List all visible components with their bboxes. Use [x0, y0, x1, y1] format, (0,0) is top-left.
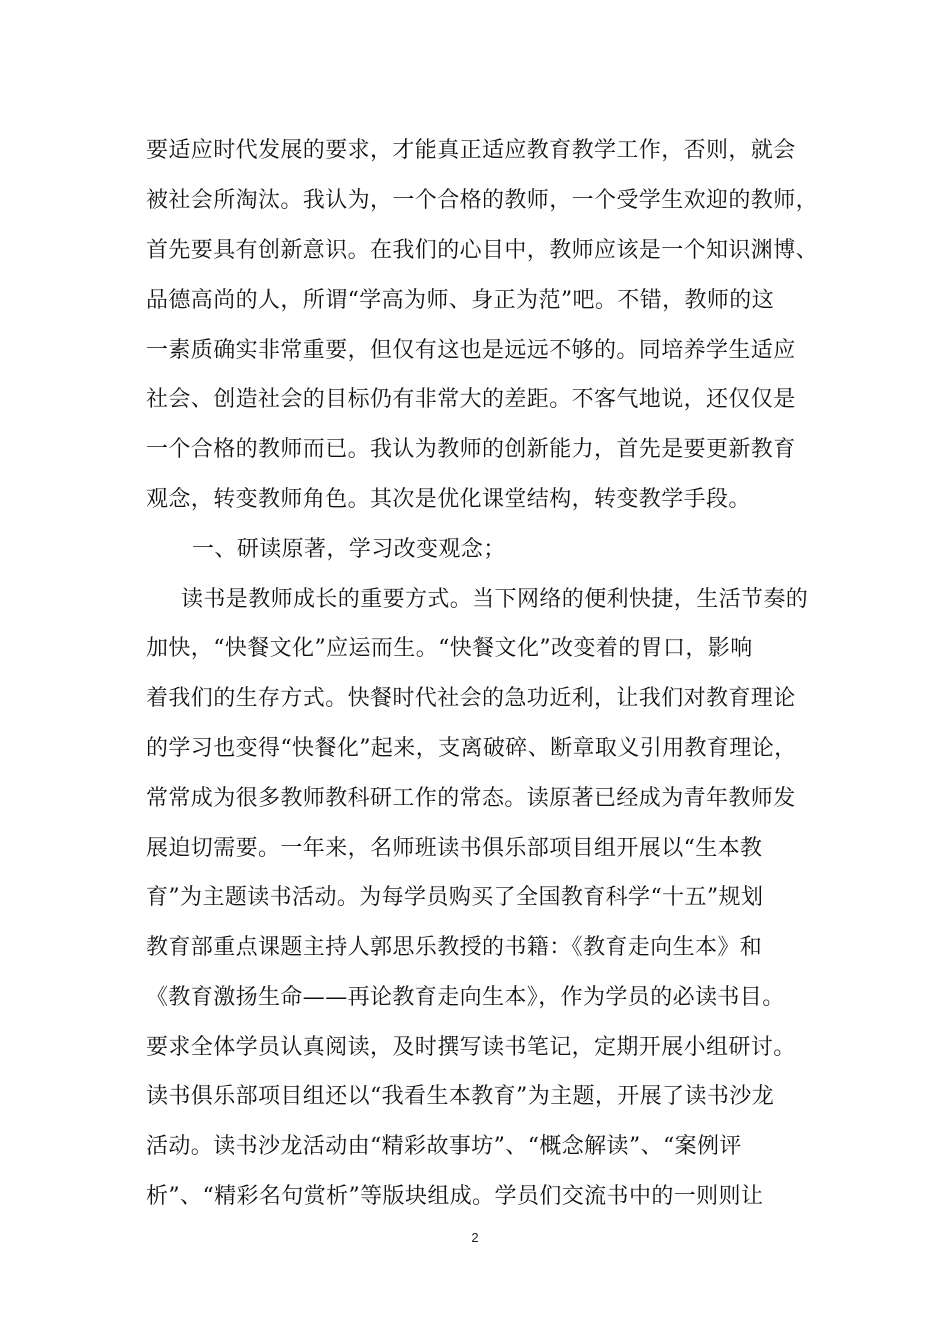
text-line: 的学习也变得“快餐化”起来，支离破碎、断章取义引用教育理论，: [146, 736, 797, 761]
section-heading: 一、研读原著，学习改变观念；: [192, 537, 506, 562]
text-line: 一个合格的教师而已。我认为教师的创新能力，首先是要更新教育: [146, 437, 796, 462]
text-line: 着我们的生存方式。快餐时代社会的急功近利，让我们对教育理论: [146, 686, 796, 711]
text-line: 社会、创造社会的目标仍有非常大的差距。不客气地说，还仅仅是: [146, 387, 796, 412]
page-number: 2: [471, 1230, 479, 1245]
text-line: 读书是教师成长的重要方式。当下网络的便利快捷，生活节奏的: [181, 587, 809, 612]
text-line: 要求全体学员认真阅读，及时撰写读书笔记，定期开展小组研讨。: [146, 1035, 796, 1060]
text-line: 被社会所淘汰。我认为，一个合格的教师，一个受学生欢迎的教师，: [146, 188, 819, 213]
text-line: 教育部重点课题主持人郭思乐教授的书籍：《教育走向生本》和: [146, 935, 763, 960]
text-line: 品德高尚的人，所谓“学高为师、身正为范”吧。不错，教师的这: [146, 288, 775, 313]
text-line: 《教育激扬生命——再论教育走向生本》，作为学员的必读书目。: [146, 985, 785, 1010]
text-line: 加快，“快餐文化”应运而生。“快餐文化”改变着的胃口，影响: [146, 636, 753, 661]
text-line: 育”为主题读书活动。为每学员购买了全国教育科学“十五”规划: [146, 885, 764, 910]
text-line: 展迫切需要。一年来，名师班读书俱乐部项目组开展以“生本教: [146, 836, 763, 861]
text-line: 观念，转变教师角色。其次是优化课堂结构，转变教学手段。: [146, 487, 751, 512]
text-line: 读书俱乐部项目组还以“我看生本教育”为主题，开展了读书沙龙: [146, 1084, 775, 1109]
text-line: 要适应时代发展的要求，才能真正适应教育教学工作，否则，就会: [146, 138, 796, 163]
text-line: 常常成为很多教师教科研工作的常态。读原著已经成为青年教师发: [146, 786, 796, 811]
text-line: 一素质确实非常重要，但仅有这也是远远不够的。同培养学生适应: [146, 338, 796, 363]
text-line: 首先要具有创新意识。在我们的心目中，教师应该是一个知识渊博、: [146, 238, 819, 263]
text-line: 析”、“精彩名句赏析”等版块组成。学员们交流书中的一则则让: [146, 1184, 764, 1209]
text-line: 活动。读书沙龙活动由“精彩故事坊”、“概念解读”、“案例评: [146, 1134, 742, 1159]
